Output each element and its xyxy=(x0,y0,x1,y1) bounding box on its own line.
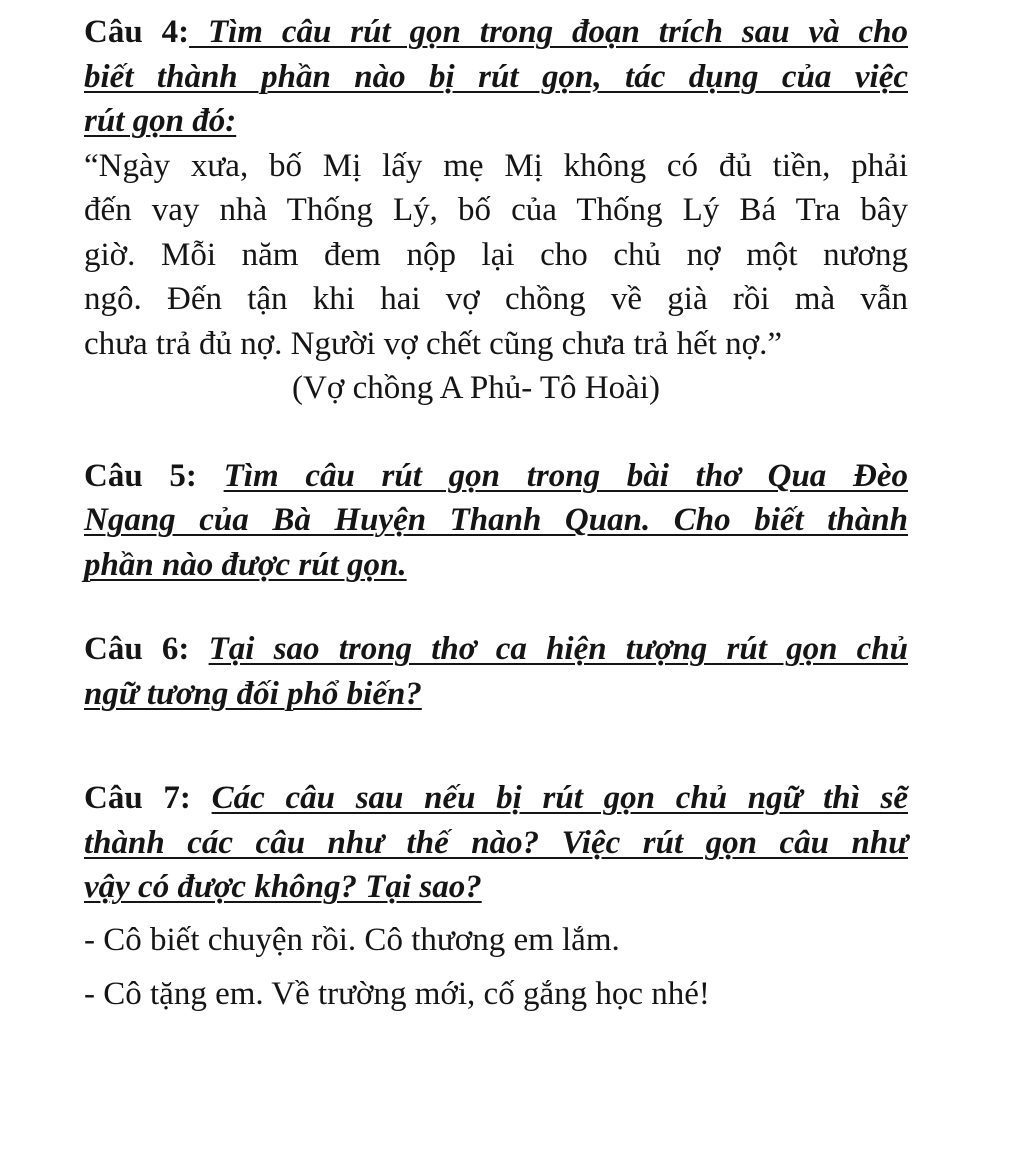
example-sentence-1: - Cô biết chuyện rồi. Cô thương em lắm. xyxy=(84,921,620,958)
spacer xyxy=(84,716,908,776)
question-5-prompt-1: Tìm câu rút gọn trong bài thơ Qua Đèo xyxy=(223,457,908,494)
question-4-prompt-3: rút gọn đó: xyxy=(84,103,237,139)
question-4-label: Câu 4: xyxy=(84,14,190,50)
question-5-label: Câu 5: xyxy=(84,457,197,494)
question-6-prompt-2: ngữ tương đối phổ biến? xyxy=(84,675,422,712)
passage-citation: (Vợ chồng A Phủ- Tô Hoài) xyxy=(292,370,660,406)
question-5-line-1 xyxy=(84,454,908,499)
question-4-prompt-1: Tìm câu rút gọn trong đoạn trích sau và cho xyxy=(189,14,908,50)
passage-line-1: “Ngày xưa, bố Mị lấy mẹ Mị không có đủ tiền, phải xyxy=(84,147,908,184)
worksheet-page xyxy=(84,10,908,1017)
question-7 xyxy=(84,776,908,1017)
question-7-prompt-1: Các câu sau nếu bị rút gọn chủ ngữ thì sẽ xyxy=(211,780,908,816)
passage-line-5: chưa trả đủ nợ. Người vợ chết cũng chưa trả hết nợ.” xyxy=(84,325,782,362)
question-7-prompt-3: vậy có được không? Tại sao? xyxy=(84,869,482,905)
passage-line-2: đến vay nhà Thống Lý, bố của Thống Lý Bá Tra bây xyxy=(84,192,908,228)
question-6 xyxy=(84,627,908,716)
question-4-prompt-2: biết thành phần nào bị rút gọn, tác dụng của việc xyxy=(84,58,908,95)
spacer xyxy=(84,411,908,454)
passage-line-4: ngô. Đến tận khi hai vợ chồng về già rồi mà vẫn xyxy=(84,281,908,317)
question-4 xyxy=(84,10,908,411)
question-4-line-1 xyxy=(84,10,908,55)
question-7-line-1 xyxy=(84,776,908,821)
question-6-prompt-1: Tại sao trong thơ ca hiện tượng rút gọn chủ xyxy=(208,631,908,667)
question-7-label: Câu 7: xyxy=(84,780,191,816)
spacer xyxy=(84,587,908,627)
example-sentence-2: - Cô tặng em. Về trường mới, cố gắng học nhé! xyxy=(84,976,710,1012)
question-5-prompt-2: Ngang của Bà Huyện Thanh Quan. Cho biết thành xyxy=(84,502,908,538)
question-5-prompt-3: phần nào được rút gọn. xyxy=(84,546,407,583)
question-7-prompt-2: thành các câu như thế nào? Việc rút gọn câu như xyxy=(84,824,908,861)
question-6-line-1 xyxy=(84,627,908,672)
question-5 xyxy=(84,454,908,588)
passage-line-3: giờ. Mỗi năm đem nộp lại cho chủ nợ một nương xyxy=(84,236,908,273)
question-6-label: Câu 6: xyxy=(84,631,190,667)
